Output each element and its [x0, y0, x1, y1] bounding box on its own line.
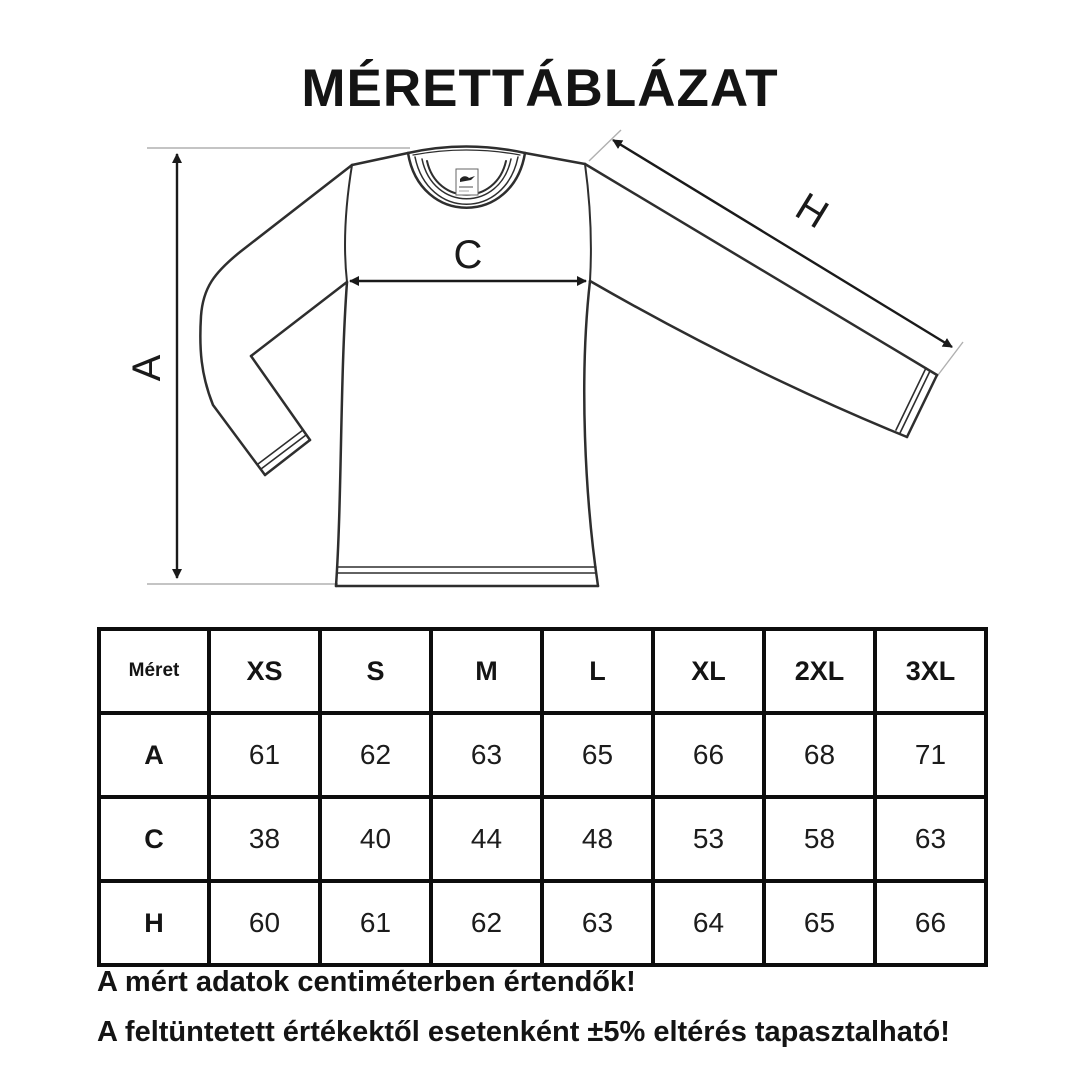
table-cell: 40 [320, 797, 431, 881]
table-cell: 71 [875, 713, 986, 797]
shirt-measurement-diagram [0, 128, 1080, 628]
row-label-c: C [99, 797, 209, 881]
row-label-h: H [99, 881, 209, 965]
table-row-c [99, 797, 986, 881]
footer-notes [97, 966, 950, 1066]
column-header-s: S [320, 629, 431, 713]
table-cell: 62 [320, 713, 431, 797]
table-cell: 68 [764, 713, 875, 797]
extension-lines [147, 130, 963, 584]
table-cell: 60 [209, 881, 320, 965]
size-table-header-row [99, 629, 986, 713]
note-tolerance: A feltüntetett értékektől esetenként ±5% eltérés tapasztalható! [97, 1016, 950, 1048]
dimension-arrow-chest-c [350, 233, 586, 281]
table-cell: 66 [653, 713, 764, 797]
dimension-arrow-height-a [125, 154, 177, 578]
table-cell: 62 [431, 881, 542, 965]
table-cell: 63 [542, 881, 653, 965]
table-cell: 61 [320, 881, 431, 965]
column-header-xl: XL [653, 629, 764, 713]
brand-label [456, 169, 478, 195]
dimension-arrow-sleeve-h [613, 140, 952, 347]
page-title: MÉRETTÁBLÁZAT [301, 59, 779, 118]
table-cell: 65 [542, 713, 653, 797]
table-cell: 53 [653, 797, 764, 881]
table-cell: 44 [431, 797, 542, 881]
column-header-l: L [542, 629, 653, 713]
note-units: A mért adatok centiméterben értendők! [97, 966, 636, 998]
table-cell: 63 [431, 713, 542, 797]
table-cell: 48 [542, 797, 653, 881]
column-header-3xl: 3XL [875, 629, 986, 713]
table-row-h [99, 881, 986, 965]
row-label-a: A [99, 713, 209, 797]
shirt-outline [200, 153, 937, 586]
table-cell: 58 [764, 797, 875, 881]
dimension-label-a: A [125, 354, 169, 382]
table-cell: 66 [875, 881, 986, 965]
dimension-label-c: C [453, 233, 483, 277]
table-cell: 65 [764, 881, 875, 965]
table-cell: 38 [209, 797, 320, 881]
table-cell: 64 [653, 881, 764, 965]
column-header-meret: Méret [99, 629, 209, 713]
table-row-a [99, 713, 986, 797]
dimension-label-h: H [787, 184, 836, 238]
column-header-xs: XS [209, 629, 320, 713]
column-header-2xl: 2XL [764, 629, 875, 713]
column-header-m: M [431, 629, 542, 713]
table-cell: 63 [875, 797, 986, 881]
size-table [97, 627, 988, 967]
table-cell: 61 [209, 713, 320, 797]
